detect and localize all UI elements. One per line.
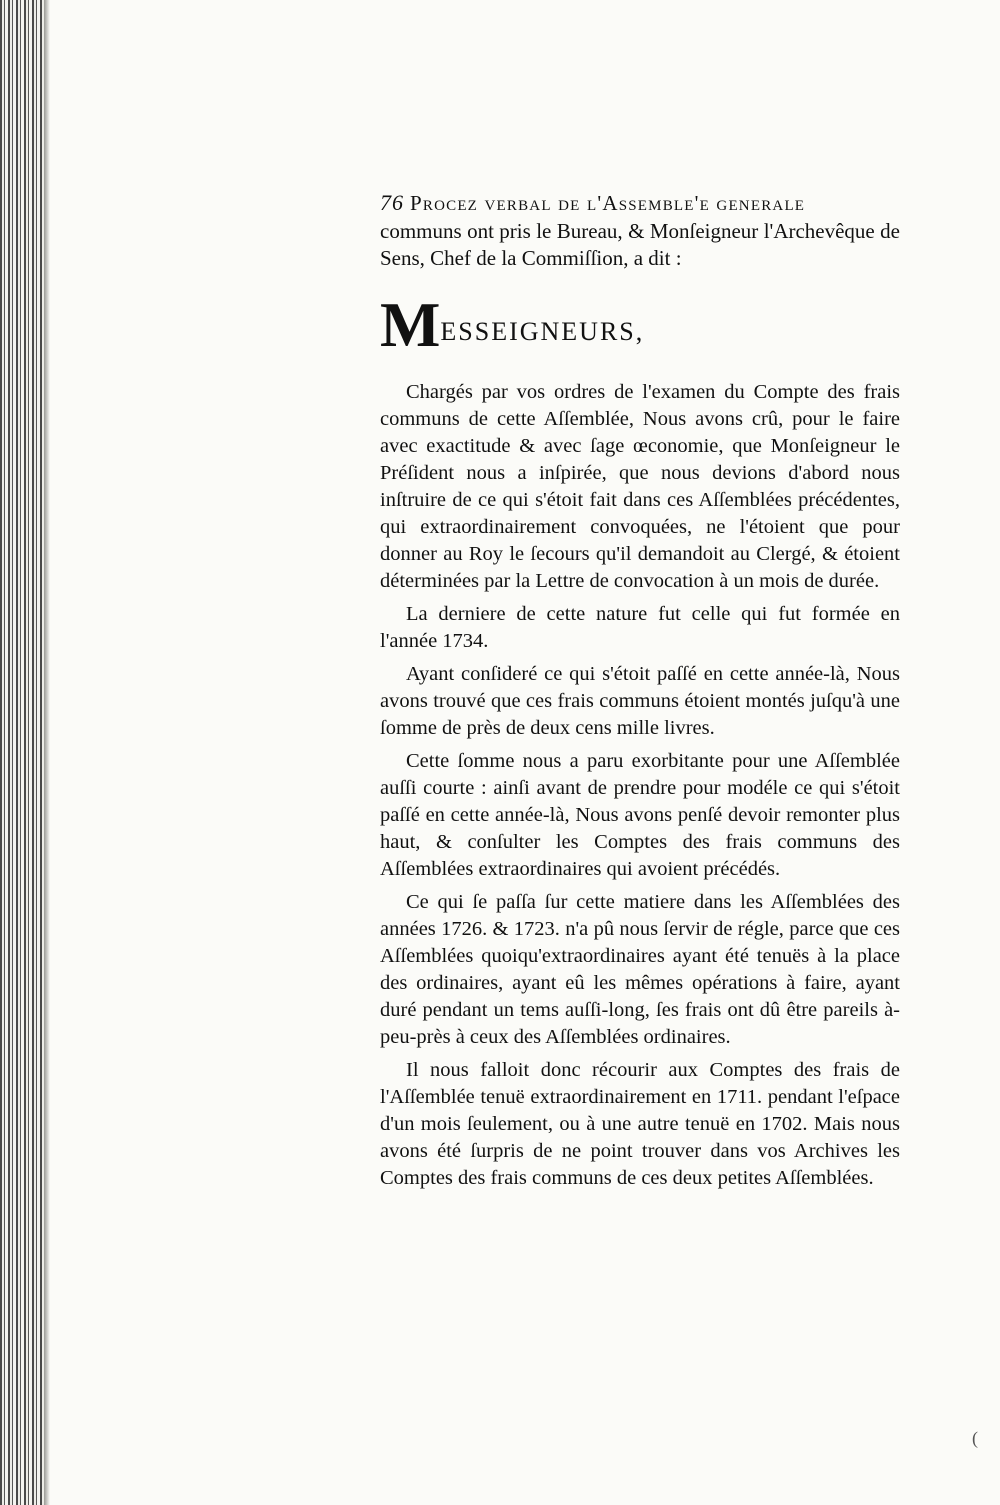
salutation-rest: ESSEIGNEURS, — [440, 317, 645, 346]
salutation — [380, 289, 900, 360]
intro-text: communs ont pris le Bureau, & Monſeigneur l'Archevêque de Sens, Chef de la Commiſſion, a dit : — [380, 219, 900, 270]
book-binding-edge — [0, 0, 44, 1505]
paragraph: Ayant conſideré ce qui s'étoit paſſé en cette année-là, Nous avons trouvé que ces frais communs étoient montés juſqu'à une ſomme de près de deux cens mille livres. — [380, 663, 900, 739]
margin-mark: ( — [972, 1428, 978, 1448]
paragraph: Il nous falloit donc récourir aux Comptes des frais de l'Aſſemblée tenuë extraordinairement en 1711. pendant l'eſpace d'un mois ſeulement, ou à une autre tenuë en 1702. Mais nous avons été ſurpris de ne point trouver dans vos Archives les Comptes des frais communs de ces deux petites Aſſemblées. — [380, 1059, 900, 1189]
drop-initial: M — [380, 289, 441, 360]
paragraph: Cette ſomme nous a paru exorbitante pour une Aſſemblée auſſi courte : ainſi avant de prendre pour modéle ce qui s'étoit paſſé en cette année-là, Nous avons penſé devoir remonter plus haut, & conſulter les Comptes des frais communs des Aſſemblées extraordinaires qui avoient précédés. — [380, 750, 900, 880]
page-number: 76 — [380, 190, 404, 215]
paragraph: La derniere de cette nature fut celle qui fut formée en l'année 1734. — [380, 603, 900, 652]
paragraph: Chargés par vos ordres de l'examen du Compte des frais communs de cette Aſſemblée, Nous avons crû, pour le faire avec exactitude & avec ſage œconomie, que Monſeigneur le Préſident nous a inſpirée, que nous devions d'abord nous inſtruire de ce qui s'étoit fait dans ces Aſſemblées précédentes, qui extraordinairement convoquées, ne l'étoient que pour donner au Roy le ſecours qu'il demandoit au Clergé, & étoient déterminées par la Lettre de convocation à un mois de durée. — [380, 381, 900, 592]
running-title: Procez verbal de l'Assemble'e generale — [410, 191, 806, 215]
document-page — [380, 190, 900, 1198]
running-header — [380, 190, 900, 216]
paragraph: Ce qui ſe paſſa ſur cette matiere dans les Aſſemblées des années 1726. & 1723. n'a pû nous ſervir de régle, parce que ces Aſſemblées quoiqu'extraordinaires ayant été tenuës à la place des ordinaires, ayant eû les mêmes opérations à faire, ayant duré pendant un tems auſſi-long, ſes frais ont dû être pareils à-peu-près à ceux des Aſſemblées ordinaires. — [380, 891, 900, 1048]
gutter-shadow — [44, 0, 50, 1505]
